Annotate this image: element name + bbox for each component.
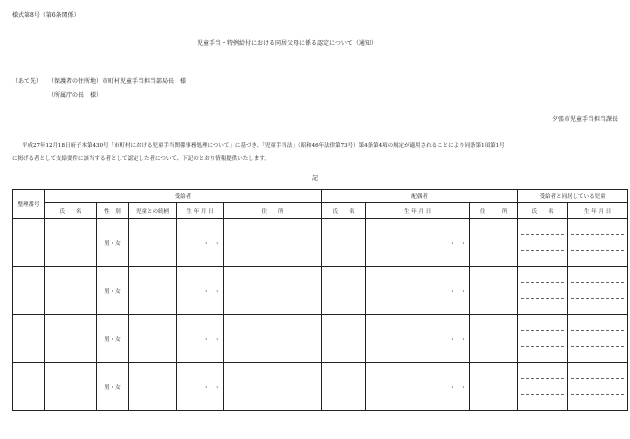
dokyo-name-cell[interactable] <box>518 315 568 363</box>
jukyusha-address-cell[interactable] <box>224 363 322 411</box>
gender-cell[interactable]: 男・女 <box>97 267 129 315</box>
haigusha-birth-cell[interactable]: ・ ・ <box>366 363 470 411</box>
jukyusha-birth-cell[interactable]: ・ ・ <box>177 219 224 267</box>
gender-cell[interactable]: 男・女 <box>97 363 129 411</box>
haigusha-address-cell[interactable] <box>470 267 518 315</box>
dokyo-birth-cell[interactable] <box>568 315 628 363</box>
dokyo-name-cell[interactable] <box>518 363 568 411</box>
subheader-dokyo-name: 氏 名 <box>518 203 568 219</box>
table-row <box>13 267 628 315</box>
jukyusha-address-cell[interactable] <box>224 315 322 363</box>
form-number: 様式第8号（第6条関係） <box>12 12 80 19</box>
haigusha-name-cell[interactable] <box>322 267 366 315</box>
table-row <box>13 315 628 363</box>
jukyusha-birth-cell[interactable]: ・ ・ <box>177 267 224 315</box>
haigusha-name-cell[interactable] <box>322 363 366 411</box>
gender-cell[interactable]: 男・女 <box>97 219 129 267</box>
subheader-jukyusha-gender: 性 別 <box>97 203 129 219</box>
subheader-jukyusha-relation: 児童との続柄 <box>129 203 177 219</box>
seiri-bango-cell[interactable] <box>13 267 45 315</box>
relation-cell[interactable] <box>129 219 177 267</box>
subheader-haigusha-address: 住 所 <box>470 203 518 219</box>
haigusha-address-cell[interactable] <box>470 363 518 411</box>
jukyusha-name-cell[interactable] <box>45 363 97 411</box>
seiri-bango-cell[interactable] <box>13 315 45 363</box>
jukyusha-name-cell[interactable] <box>45 315 97 363</box>
body-text-line1: 平成27年12月18日府子本第430号「市町村における児童手当関係事務処理について」に基づき、「児童手当法」（昭和46年法律第73号）第4条第4項の規定が適用されることにより同条第1項第1号 <box>22 143 505 149</box>
jukyusha-birth-cell[interactable]: ・ ・ <box>177 363 224 411</box>
subheader-jukyusha-address: 住 所 <box>224 203 322 219</box>
haigusha-name-cell[interactable] <box>322 219 366 267</box>
dokyo-name-cell[interactable] <box>518 267 568 315</box>
jukyusha-name-cell[interactable] <box>45 219 97 267</box>
gender-cell[interactable]: 男・女 <box>97 315 129 363</box>
addressee-line1: （保護者の住所地）市町村児童手当担当部局長 様 <box>48 78 187 85</box>
dokyo-birth-cell[interactable] <box>568 219 628 267</box>
haigusha-birth-cell[interactable]: ・ ・ <box>366 315 470 363</box>
subheader-haigusha-name: 氏 名 <box>322 203 366 219</box>
jukyusha-address-cell[interactable] <box>224 267 322 315</box>
subheader-dokyo-birth: 生 年 月 日 <box>568 203 628 219</box>
header-jukyusha: 受給者 <box>45 190 322 203</box>
subheader-jukyusha-name: 氏 名 <box>45 203 97 219</box>
haigusha-address-cell[interactable] <box>470 315 518 363</box>
seiri-bango-cell[interactable] <box>13 219 45 267</box>
jukyusha-birth-cell[interactable]: ・ ・ <box>177 315 224 363</box>
dokyo-birth-cell[interactable] <box>568 267 628 315</box>
subheader-jukyusha-birth: 生 年 月 日 <box>177 203 224 219</box>
dokyo-birth-cell[interactable] <box>568 363 628 411</box>
addressee-line2: （所属庁の長 様） <box>48 92 103 99</box>
body-text-line2: に掲げる者として支給要件に該当する者として認定した者について、下記のとおり情報提供いたします。 <box>12 156 270 162</box>
sender-name: 夕張市児童手当担当課長 <box>551 116 618 123</box>
subheader-haigusha-birth: 生 年 月 日 <box>366 203 470 219</box>
haigusha-birth-cell[interactable]: ・ ・ <box>366 219 470 267</box>
header-dokyo-jido: 受給者と同居している児童 <box>518 190 628 203</box>
dokyo-name-cell[interactable] <box>518 219 568 267</box>
jukyusha-address-cell[interactable] <box>224 219 322 267</box>
relation-cell[interactable] <box>129 363 177 411</box>
relation-cell[interactable] <box>129 315 177 363</box>
seiri-bango-cell[interactable] <box>13 363 45 411</box>
haigusha-birth-cell[interactable]: ・ ・ <box>366 267 470 315</box>
haigusha-address-cell[interactable] <box>470 219 518 267</box>
ki-heading: 記 <box>312 175 319 182</box>
table-row <box>13 219 628 267</box>
document-title: 児童手当・特例給付における同居父母に係る認定について（通知） <box>197 40 377 47</box>
header-haigusha: 配偶者 <box>322 190 518 203</box>
jukyusha-name-cell[interactable] <box>45 267 97 315</box>
header-seiri-bango: 整理番号 <box>13 190 45 219</box>
table-row <box>13 363 628 411</box>
info-table <box>12 189 628 411</box>
addressee-label: （あて先） <box>12 78 43 85</box>
relation-cell[interactable] <box>129 267 177 315</box>
haigusha-name-cell[interactable] <box>322 315 366 363</box>
